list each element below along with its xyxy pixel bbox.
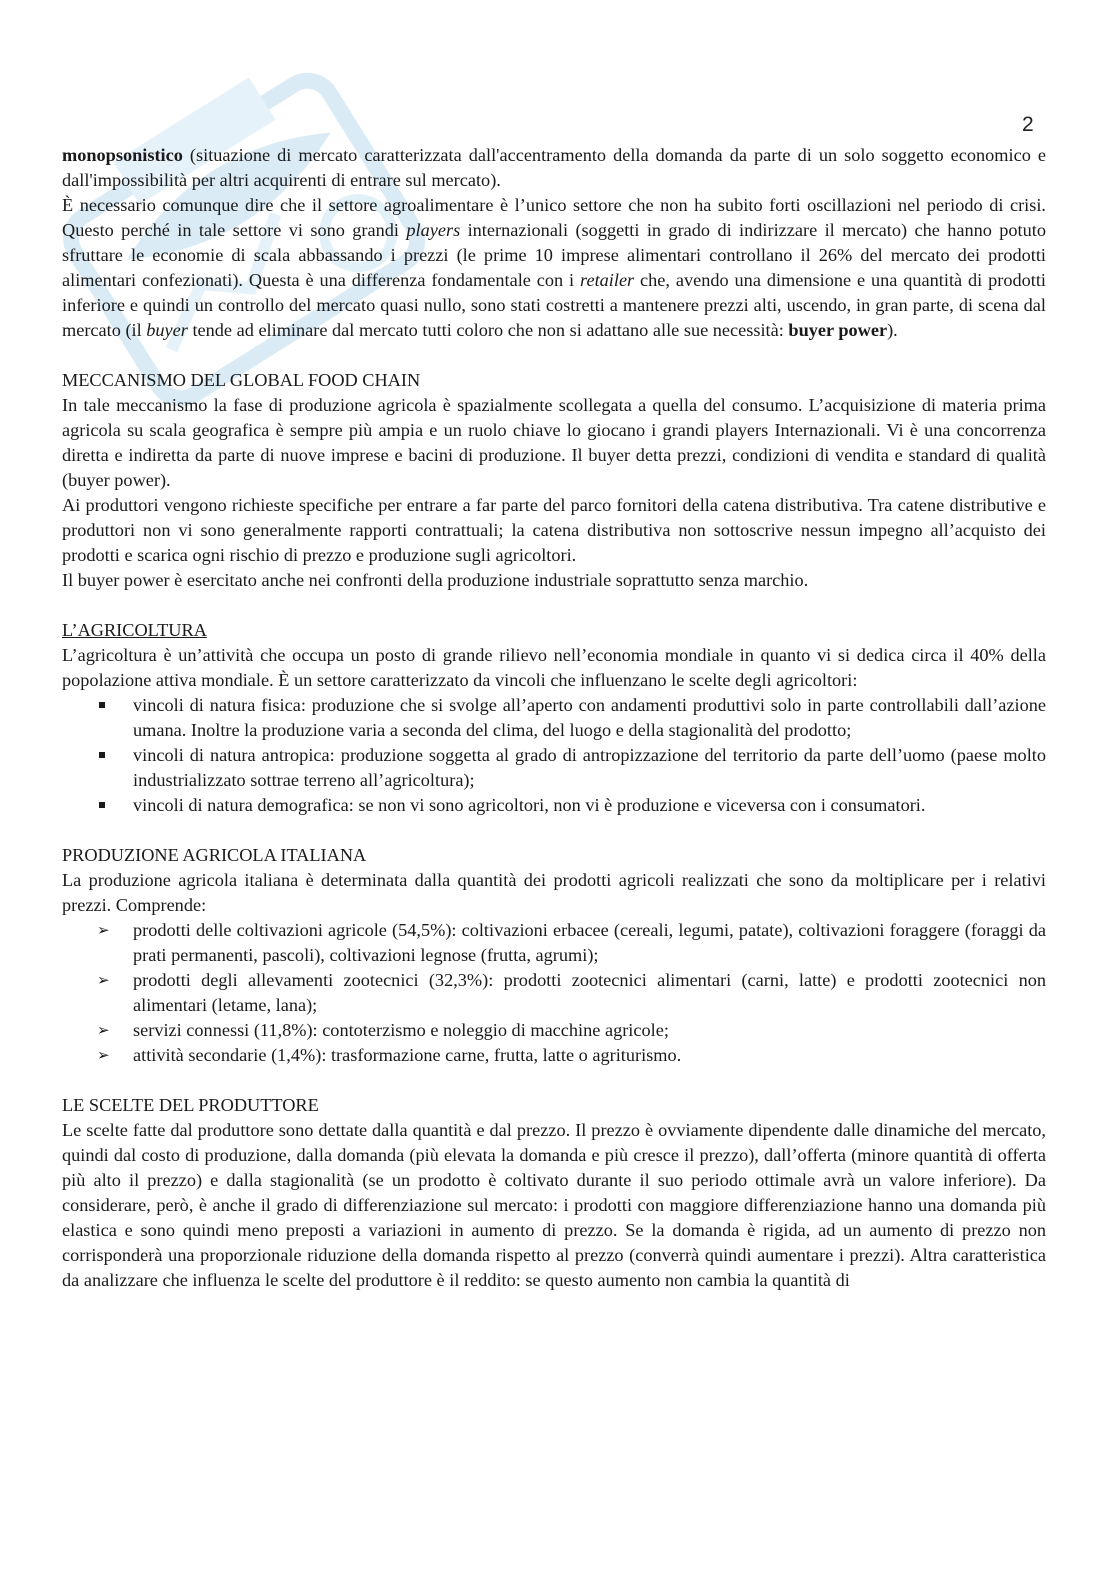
bullet-list [62,693,1046,818]
list-item: vincoli di natura antropica: produzione soggetta al grado di antropizzazione del territorio da parte dell’uomo (paese molto industrializzato sottrae terreno all’agricoltura); [133,743,1046,793]
italic-term: buyer [146,320,188,340]
list-item: vincoli di natura fisica: produzione che si svolge all’aperto con andamenti produttivi solo in parte controllabili dall’azione umana. Inoltre la produzione varia a seconda del clima, del luogo e della stagionalità del prodotto; [133,693,1046,743]
page-number: 2 [1022,113,1034,136]
section-heading-scelte-produttore: LE SCELTE DEL PRODUTTORE [62,1095,319,1115]
list-item: ➢ prodotti delle coltivazioni agricole (54,5%): coltivazioni erbacee (cereali, legumi, patate), coltivazioni foraggere (foraggi da prati permanenti, pascoli), coltivazioni legnose (frutta, agrumi); [133,918,1046,968]
section-heading-global-food-chain: MECCANISMO DEL GLOBAL FOOD CHAIN [62,370,421,390]
list-item: ➢ prodotti degli allevamenti zootecnici (32,3%): prodotti zootecnici alimentari (carni, latte) e prodotti zootecnici non alimentari (letame, lana); [133,968,1046,1018]
arrow-list [62,918,1046,1068]
bold-term: monopsonistico [62,145,183,165]
section-heading-agricoltura: L’AGRICOLTURA [62,620,207,640]
intro-paragraph-2: È necessario comunque dire che il settore agroalimentare è l’unico settore che non ha subito forti oscillazioni nel periodo di crisi. Questo perché in tale settore vi sono grandi players internazionali (soggetti in grado di indirizzare il mercato) che hanno potuto sfruttare le economie di scala abbassando i prezzi (le prime 10 imprese alimentari controllano il 26% del mercato dei prodotti alimentari confezionati). Questa è una differenza fondamentale con i retailer che, avendo una dimensione e una quantità di prodotti inferiore e quindi un controllo del mercato quasi nullo, sono stati costretti a mantenere prezzi alti, uscendo, in gran parte, di scena dal mercato (il buyer tende ad eliminare dal mercato tutti coloro che non si adattano alle sue necessità: buyer power). [62,195,1046,340]
paragraph: Il buyer power è esercitato anche nei confronti della produzione industriale soprattutto senza marchio. [62,570,809,590]
list-item: ➢ attività secondarie (1,4%): trasformazione carne, frutta, latte o agriturismo. [133,1043,1046,1068]
paragraph: La produzione agricola italiana è determinata dalla quantità dei prodotti agricoli realizzati che sono da moltiplicare per i relativi prezzi. Comprende: [62,870,1046,915]
document-body [62,143,1046,1293]
italic-term: retailer [580,270,635,290]
paragraph: Ai produttori vengono richieste specifiche per entrare a far parte del parco fornitori della catena distributiva. Tra catene distributive e produttori non vi sono generalmente rapporti contrattuali; la catena distributiva non sottoscrive nessun impegno all’acquisto dei prodotti e scarica ogni rischio di prezzo e produzione sugli agricoltori. [62,495,1046,565]
paragraph: In tale meccanismo la fase di produzione agricola è spazialmente scollegata a quella del consumo. L’acquisizione di materia prima agricola su scala geografica è sempre più ampia e un ruolo chiave lo giocano i grandi players Internazionali. Vi è una concorrenza diretta e indiretta da parte di nuove imprese e bacini di produzione. Il buyer detta prezzi, condizioni di vendita e standard di qualità (buyer power). [62,395,1046,490]
list-item: ➢ servizi connessi (11,8%): contoterzismo e noleggio di macchine agricole; [133,1018,1046,1043]
intro-paragraph-1: monopsonistico (situazione di mercato caratterizzata dall'accentramento della domanda da parte di un solo soggetto economico e dall'impossibilità per altri acquirenti di entrare sul mercato). [62,145,1046,190]
paragraph: L’agricoltura è un’attività che occupa un posto di grande rilievo nell’economia mondiale in quanto vi si dedica circa il 40% della popolazione attiva mondiale. È un settore caratterizzato da vincoli che influenzano le scelte degli agricoltori: [62,645,1046,690]
section-heading-produzione-italiana: PRODUZIONE AGRICOLA ITALIANA [62,845,367,865]
list-item: vincoli di natura demografica: se non vi sono agricoltori, non vi è produzione e viceversa con i consumatori. [133,793,1046,818]
bold-term: buyer power [788,320,888,340]
italic-term: players [406,220,461,240]
paragraph: Le scelte fatte dal produttore sono dettate dalla quantità e dal prezzo. Il prezzo è ovviamente dipendente dalle dinamiche del mercato, quindi dal costo di produzione, dalla domanda (più elevata la domanda e più cresce il prezzo), dall’offerta (minore quantità di offerta più alto il prezzo) e dalla stagionalità (se un prodotto è coltivato durante il suo periodo ottimale avrà un valore inferiore). Da considerare, però, è anche il grado di differenziazione sul mercato: i prodotti con maggiore differenziazione hanno una domanda più elastica e sono quindi meno preposti a variazioni in aumento di prezzo. Se la domanda è rigida, ad un aumento di prezzo non corrisponderà una proporzionale riduzione della domanda rispetto al prezzo (converrà quindi aumentare i prezzi). Altra caratteristica da analizzare che influenza le scelte del produttore è il reddito: se questo aumento non cambia la quantità di [62,1120,1046,1290]
